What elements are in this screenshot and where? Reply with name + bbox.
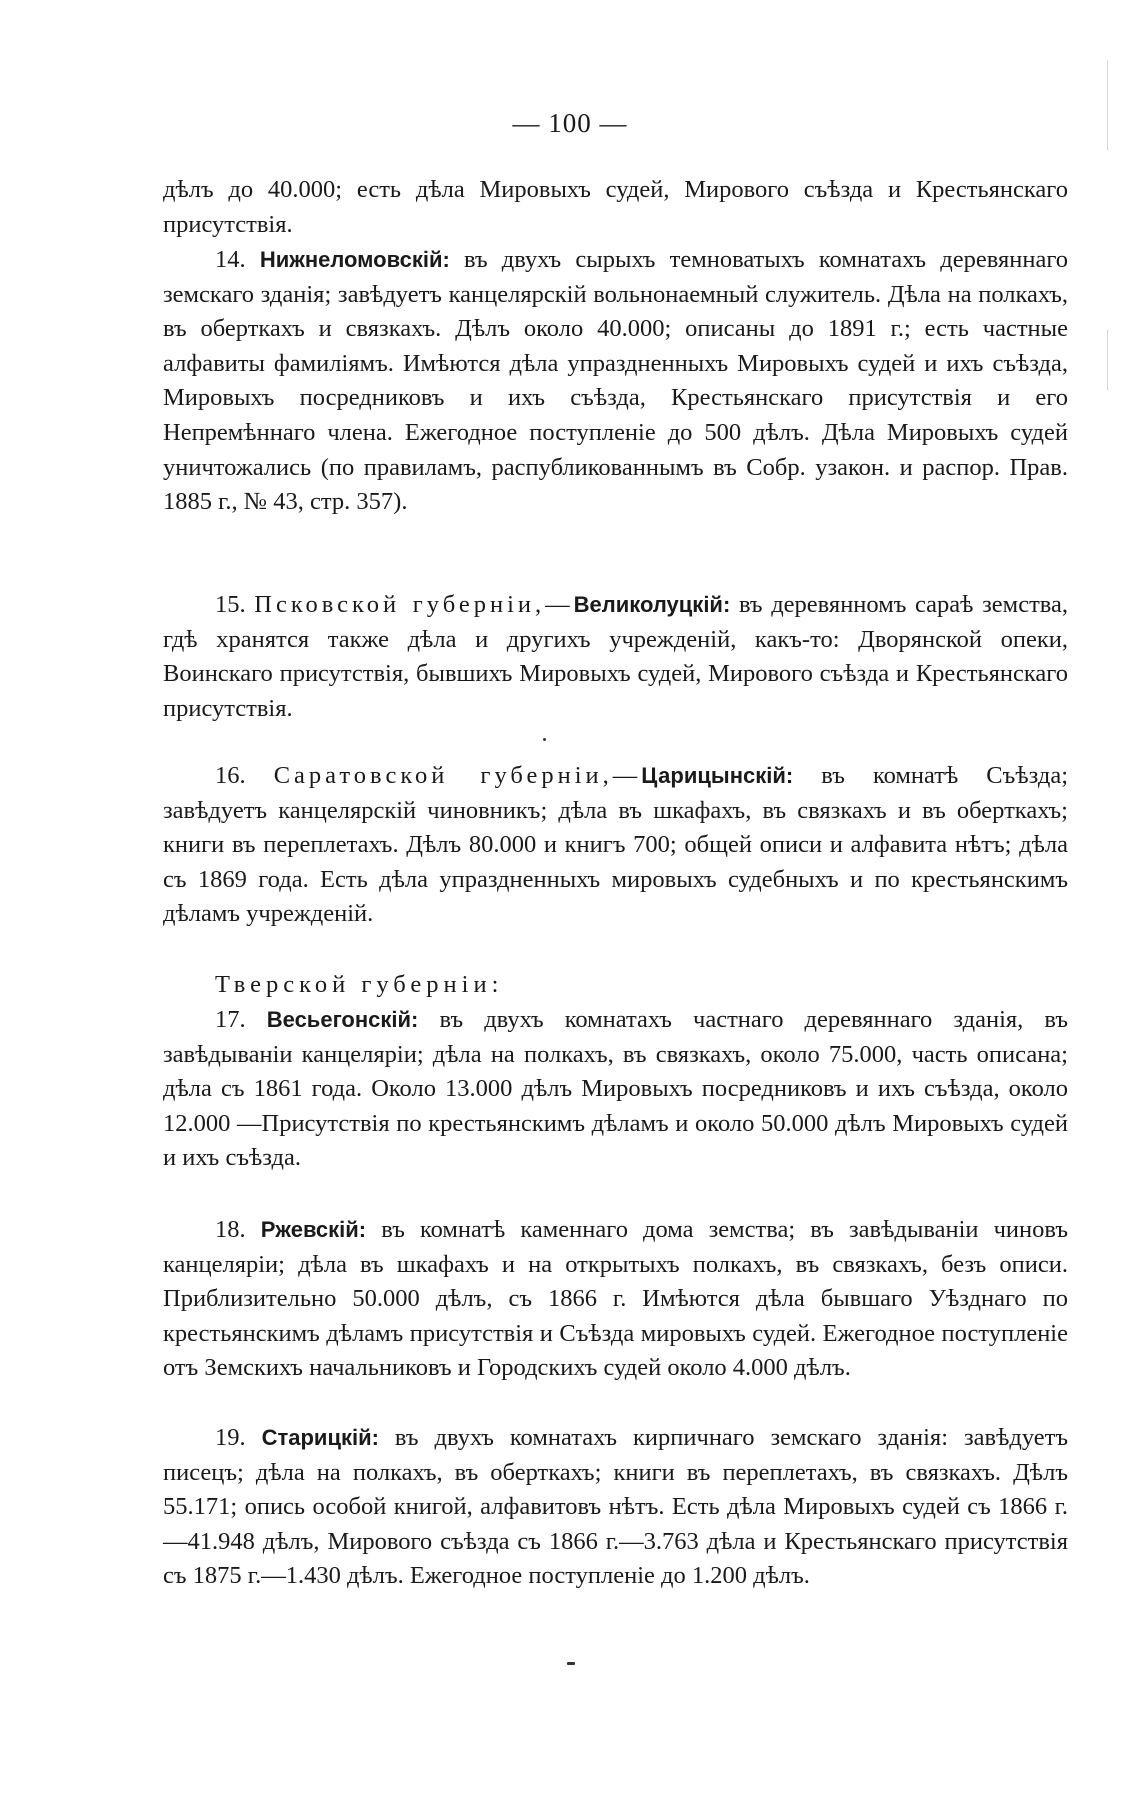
page-number: — 100 — xyxy=(512,108,628,138)
scan-margin-line xyxy=(1107,330,1108,390)
entry-16 xyxy=(163,759,1068,932)
entry-15 xyxy=(163,588,1068,726)
entry-19 xyxy=(163,1421,1068,1594)
entry-17 xyxy=(163,1003,1068,1176)
entry-heading: Старицкій: xyxy=(261,1425,379,1450)
entry-heading: Весьегонскій: xyxy=(266,1007,419,1032)
entry-text: въ комнатѣ Съѣзда; завѣдуетъ канцелярскій чиновникъ; дѣла въ шкафахъ, въ связкахъ и въ оберткахъ; книги въ переплетахъ. Дѣлъ 80.000 и книгъ 700; общей описи и алфавита нѣтъ; дѣла съ 1869 года. Есть дѣла упраздненныхъ мировыхъ судебныхъ и по крестьянскимъ дѣламъ учрежденій. xyxy=(163,762,1069,928)
entry-14 xyxy=(163,243,1068,520)
region-title: Тверской губерніи: xyxy=(215,971,504,998)
entry-text: въ двухъ комнатахъ частнаго деревяннаго зданія, въ завѣдываніи канцеляріи; дѣла на полкахъ, въ связкахъ, около 75.000, часть описана; дѣла съ 1861 года. Около 13.000 дѣлъ Мировыхъ посредниковъ и ихъ съѣзда, около 12.000 —Присутствія по крестьянскимъ дѣламъ и около 50.000 дѣлъ Мировыхъ судей и ихъ съѣзда. xyxy=(163,1006,1069,1172)
region-name: Псковской губерніи,— xyxy=(254,591,574,618)
entry-text: въ двухъ комнатахъ кирпичнаго земскаго зданія: завѣдуетъ писецъ; дѣла на полкахъ, въ оберткахъ; книги въ переплетахъ, въ связкахъ. Дѣлъ 55.171; опись особой книгой, алфавитовъ нѣтъ. Есть дѣла Мировыхъ судей съ 1866 г.—41.948 дѣлъ, Мирового съѣзда съ 1866 г.—3.763 дѣла и Крестьянскаго присутствія съ 1875 г.—1.430 дѣлъ. Ежегодное поступленіе до 1.200 дѣлъ. xyxy=(163,1424,1069,1590)
entry-text: въ комнатѣ каменнаго дома земства; въ завѣдываніи чиновъ канцеляріи; дѣла въ шкафахъ и на открытыхъ полкахъ, въ связкахъ, безъ описи. Приблизительно 50.000 дѣлъ, съ 1866 г. Имѣются дѣла бывшаго Уѣзднаго по крестьянскимъ дѣламъ присутствія и Съѣзда мировыхъ судей. Ежегодное поступленіе отъ Земскихъ начальниковъ и Городскихъ судей около 4.000 дѣлъ. xyxy=(163,1216,1069,1382)
paragraph-text: дѣлъ до 40.000; есть дѣла Мировыхъ судей, Мирового съѣзда и Крестьянскаго присутствія. xyxy=(163,176,1068,238)
entry-number: 19. xyxy=(215,1424,246,1451)
paragraph-continuation xyxy=(163,173,1068,242)
entry-heading: Великолуцкій: xyxy=(573,592,731,617)
entry-heading: Нижнеломовскій: xyxy=(259,247,450,272)
region-heading-tver xyxy=(163,968,1068,1003)
entry-number: 15. xyxy=(215,591,246,618)
scan-speck xyxy=(567,1662,575,1665)
entry-text: въ деревянномъ сараѣ земства, гдѣ хранятся также дѣла и другихъ учрежденій, какъ-то: Дворянской опеки, Воинскаго присутствія, бывшихъ Мировыхъ судей, Мирового съѣзда и Крестьянскаго присутствія. xyxy=(163,591,1069,722)
entry-number: 14. xyxy=(215,246,246,273)
entry-number: 16. xyxy=(215,762,246,789)
entry-heading: Царицынскій: xyxy=(641,763,794,788)
entry-text: въ двухъ сырыхъ темноватыхъ комнатахъ деревяннаго земскаго зданія; завѣдуетъ канцелярскій вольнонаемный служитель. Дѣла на полкахъ, въ оберткахъ и связкахъ. Дѣлъ около 40.000; описаны до 1891 г.; есть частные алфавиты фамиліямъ. Имѣются дѣла упраздненныхъ Мировыхъ судей и ихъ съѣзда, Мировыхъ посредниковъ и ихъ съѣзда, Крестьянскаго присутствія и его Непремѣннаго члена. Ежегодное поступленіе до 500 дѣлъ. Дѣла Мировыхъ судей уничтожались (по правиламъ, распубликованнымъ въ Собр. узакон. и распор. Прав. 1885 г., № 43, стр. 357). xyxy=(163,246,1069,516)
entry-18 xyxy=(163,1213,1068,1386)
entry-number: 17. xyxy=(215,1006,246,1033)
entry-number: 18. xyxy=(215,1216,246,1243)
entry-heading: Ржевскій: xyxy=(260,1217,367,1242)
scan-speck xyxy=(543,738,546,741)
region-name: Саратовской губерніи,— xyxy=(273,762,642,789)
